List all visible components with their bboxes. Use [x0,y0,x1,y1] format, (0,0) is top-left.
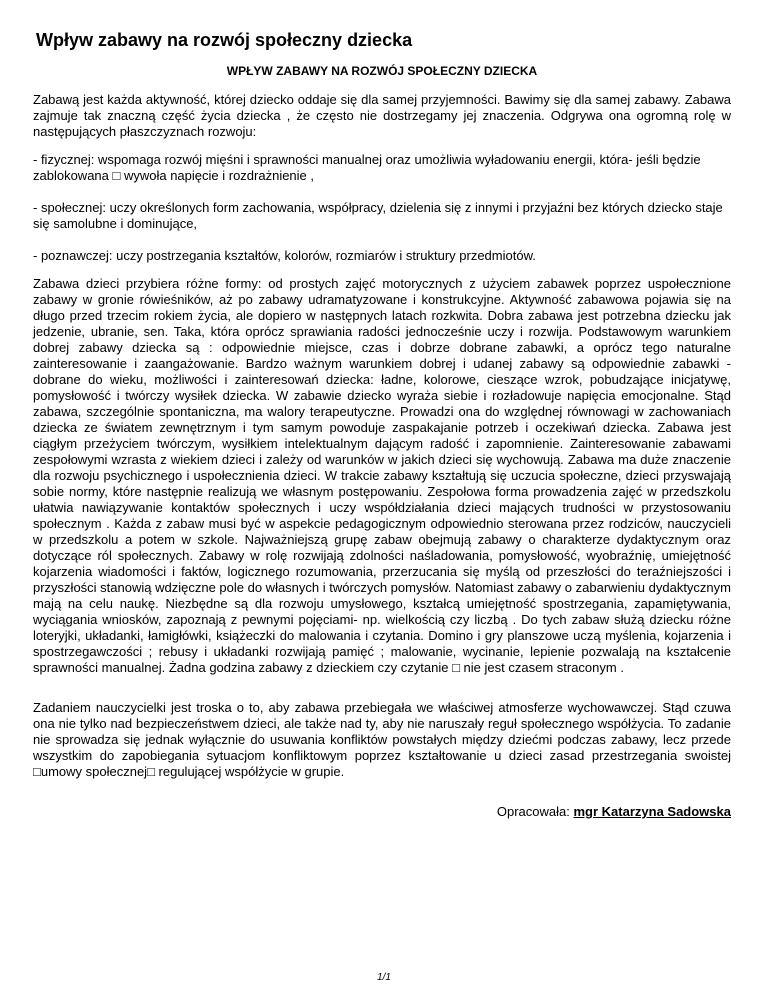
signature-label: Opracowała: [496,804,570,819]
body-paragraph-2: Zadaniem nauczycielki jest troska o to, aby zabawa przebiegała we właściwej atmosferze wychowawczej. Stąd czuwa ona nie tylko nad bezpieczeństwem dzieci, ale także nad ty, aby nie naruszały reguł społecznego współżycia. To zadanie nie sprowadza się jednak wyłącznie do usuwania konfliktów powstałych między dziećmi podczas zabawy, lecz przede wszystkim do zapobiegania sytuacjom konfliktowym poprzez kształtowanie u dzieci zasad przestrzegania swoistej □umowy społecznej□ regulującej współżycie w grupie. [33,700,731,779]
author-name: mgr Katarzyna Sadowska [573,804,731,819]
article-heading: WPŁYW ZABAWY NA ROZWÓJ SPOŁECZNY DZIECKA [226,64,538,78]
point-physical: - fizycznej: wspomaga rozwój mięśni i sprawności manualnej oraz umożliwia wyładowaniu energii, która- jeśli będzie zablokowana □ wywoła napięcie i rozdrażnienie , [33,152,701,183]
page-number: 1/1 [377,972,391,983]
page-title: Wpływ zabawy na rozwój społeczny dziecka [36,30,413,50]
document-content [33,64,731,820]
point-cognitive: - poznawczej: uczy postrzegania kształtów, kolorów, rozmiarów i struktury przedmiotów. [33,248,536,263]
body-paragraph-1: Zabawa dzieci przybiera różne formy: od prostych zajęć motorycznych z użyciem zabawek poprzez uspołecznione zabawy w gronie rówieśników, aż po zabawy udramatyzowane i konstrukcyjne. Aktywność zabawowa pojawia się na długo przed trzecim rokiem życia, ale dopiero w następnych latach rozkwita. Dobra zabawa jest potrzebna dziecku jak jedzenie, ubranie, sen. Taka, która oprócz sprawiania radości jednocześnie uczy i rozwija. Podstawowym warunkiem dobrej zabawy dziecka są : odpowiednie miejsce, czas i dobrze dobrane zabawki, a oprócz tego naturalne zainteresowanie i zaangażowanie. Bardzo ważnym warunkiem dobrej i udanej zabawy są odpowiednie zabawki - dobrane do wieku, możliwości i zainteresowań dziecka: ładne, kolorowe, cieszące wzrok, pobudzające inicjatywę, pomysłowość i twórczy wysiłek dziecka. W zabawie dziecko wyraża siebie i rozładowuje napięcia emocjonalne. Stąd zabawa, szczególnie spontaniczna, ma walory terapeutyczne. Prowadzi ona do względnej równowagi w zachowaniach dziecka ze światem zewnętrznym i tym samym powoduje zaspakajanie potrzeb i oczekiwań dziecka. Zabawa jest ciągłym przeżyciem twórczym, wysiłkiem intelektualnym dającym radość i zapomnienie. Zainteresowanie zabawami zespołowymi wzrasta z wiekiem dzieci i zależy od warunków w jakich dzieci się wychowują. Zabawa ma duże znaczenie dla rozwoju psychicznego i uspołecznienia dzieci. W trakcie zabawy kształtują się uczucia społeczne, dzieci przyswajają sobie normy, które następnie realizują we własnym postępowaniu. Zespołowa forma prowadzenia zajęć w przedszkolu ułatwia nawiązywanie kontaktów społecznych i uczy współdziałania dzieci mających trudności w przystosowaniu społecznym . Każda z zabaw musi być w aspekcie pedagogicznym odpowiednio sterowana przez rodziców, nauczycieli w przedszkolu a potem w szkole. Najważniejszą grupę zabaw obejmują zabawy o charakterze dydaktycznym oraz dotyczące ról społecznych. Zabawy w rolę rozwijają zdolności naśladowania, pomysłowość, wyobraźnię, umiejętność kojarzenia wiadomości i faktów, logicznego rozumowania, przerzucania się myślą od przeszłości do teraźniejszości i przyszłości stanowią wdzięczne pole do własnych i twórczych pomysłów. Natomiast zabawy o zabarwieniu dydaktycznym mają na celu naukę. Niezbędne są dla rozwoju umysłowego, kształcą umiejętność spostrzegania, zapamiętywania, wyciągania wniosków, zapoznają z pewnymi pojęciami- np. wielkością czy liczbą . Do tych zabaw służą dziecku różne loteryjki, układanki, łamigłówki, książeczki do malowania i czytania. Domino i gry planszowe uczą myślenia, kojarzenia i spostrzegawczości ; rebusy i układanki rozwijają pamięć ; malowanie, wycinanie, lepienie pozwalają na kształcenie sprawności manualnej. Żadna godzina zabawy z dzieckiem czy czytanie □ nie jest czasem straconym . [33,276,731,675]
signature [33,804,731,820]
intro-paragraph: Zabawą jest każda aktywność, której dziecko oddaje się dla samej przyjemności. Bawimy się dla samej zabawy. Zabawa zajmuje tak znaczną część życia dziecka , że często nie dostrzegamy jej znaczenia. Odgrywa ona ogromną rolę w następujących płaszczyznach rozwoju: [33,92,731,139]
point-social: - społecznej: uczy określonych form zachowania, współpracy, dzielenia się z innymi i przyjaźni bez których dziecko staje się samolubne i dominujące, [33,200,723,231]
